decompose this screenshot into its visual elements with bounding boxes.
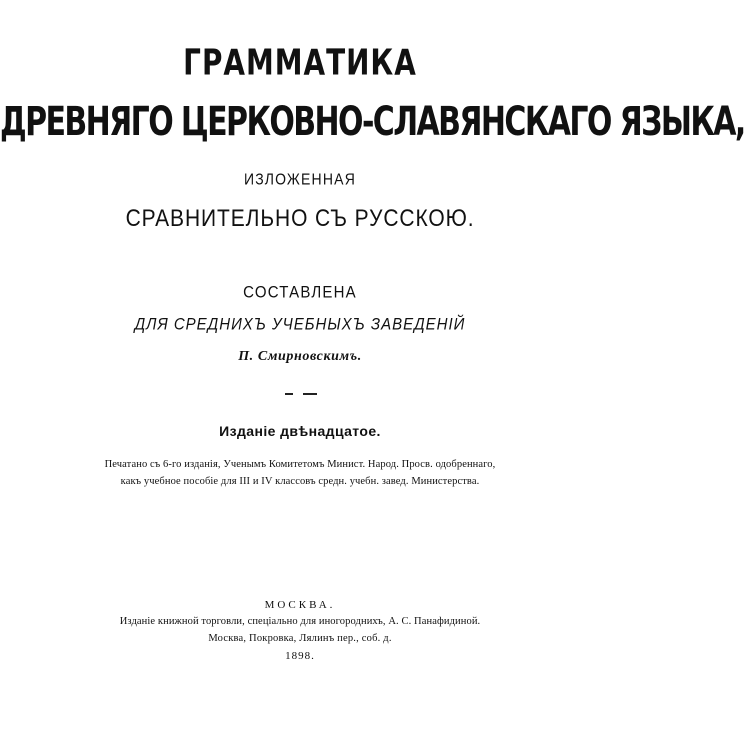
imprint-year: 1898. — [285, 650, 315, 662]
approval-note-line-1: Печатано съ 6-го изданія, Ученымъ Комитетомъ Минист. Народ. Просв. одобреннаго, — [104, 459, 496, 470]
author-line: П. Смирновскимъ. — [238, 349, 362, 364]
imprint-address: Москва, Покровка, Лялинъ пер., соб. д. — [208, 633, 392, 644]
audience-line: ДЛЯ СРЕДНИХЪ УЧЕБНЫХЪ ЗАВЕДЕНІЙ — [134, 315, 466, 334]
book-title-line-2: ДРЕВНЯГО ЦЕРКОВНО-СЛАВЯНСКАГО ЯЗЫКА, — [0, 98, 745, 146]
subtitle-compared: СРАВНИТЕЛЬНО СЪ РУССКОЮ. — [125, 205, 475, 232]
edition-line: Изданіе двѣнадцатое. — [219, 423, 381, 439]
dash-left — [285, 393, 293, 395]
decorative-dashes — [0, 393, 600, 397]
imprint-publisher: Изданіе книжной торговли, спеціально для иногороднихъ, А. С. Панафидиной. — [119, 616, 481, 627]
dash-right — [303, 393, 317, 395]
compiled-label: СОСТАВЛЕНА — [243, 283, 357, 302]
book-title-line-1: ГРАММАТИКА — [183, 42, 417, 84]
approval-note-line-2: какъ учебное пособіе для III и IV классовъ средн. учебн. завед. Министерства. — [120, 476, 480, 487]
imprint-city: МОСКВА. — [264, 599, 336, 611]
subtitle-exposed: ИЗЛОЖЕННАЯ — [243, 170, 357, 188]
